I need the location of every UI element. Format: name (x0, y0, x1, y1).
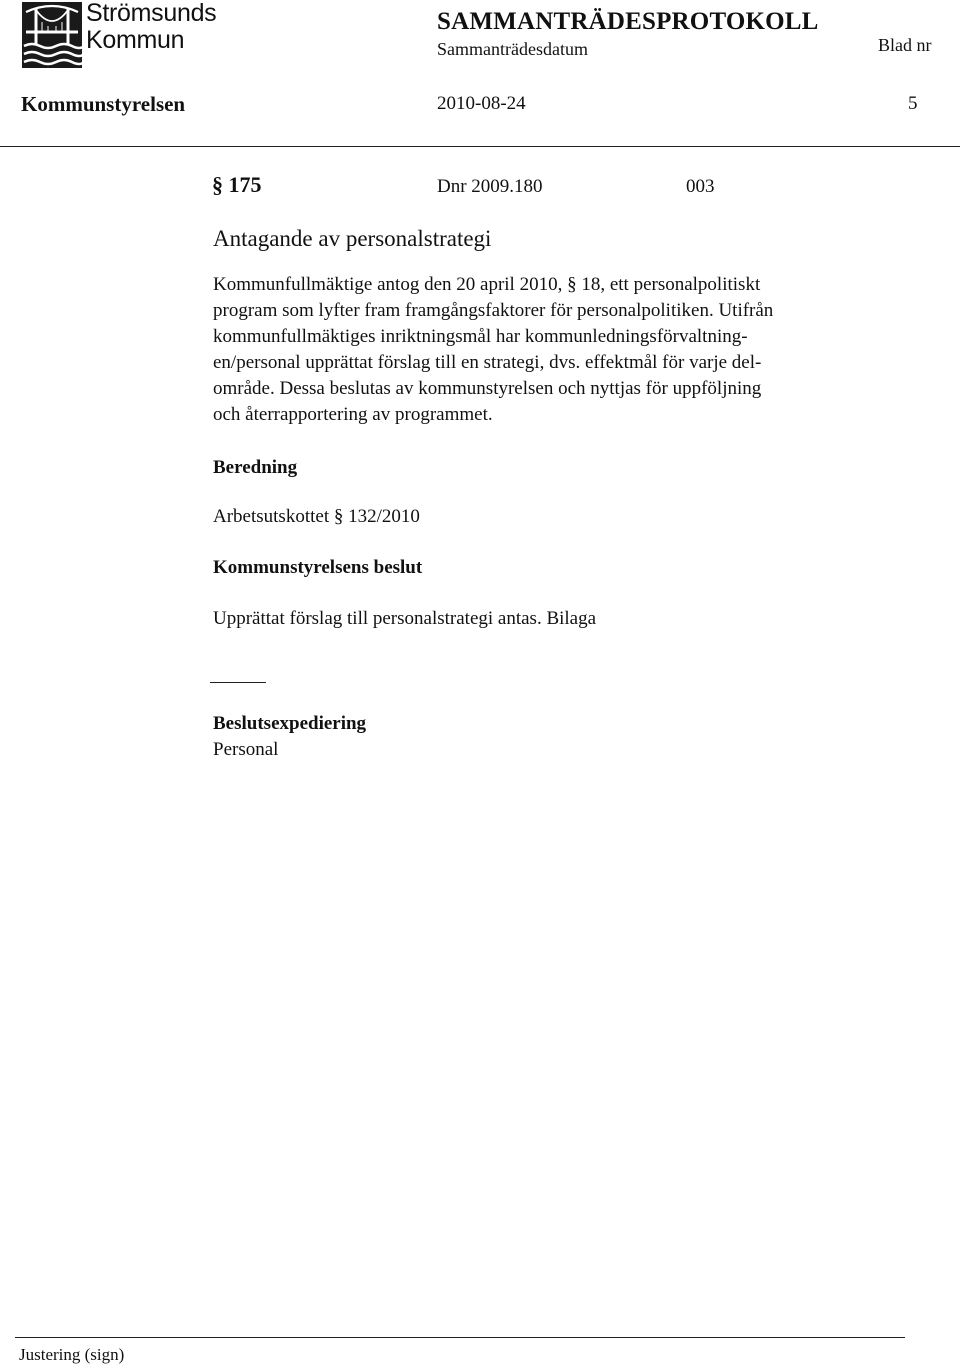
body-line: kommunfullmäktiges inriktningsmål har kommunledningsförvaltning- (213, 326, 748, 347)
date-label: Sammanträdesdatum (437, 39, 588, 59)
page-label: Blad nr (878, 35, 932, 55)
body-line: program som lyfter fram framgångsfaktorer för personalpolitiken. Utifrån (213, 300, 774, 321)
case-title: Antagande av personalstrategi (213, 226, 492, 251)
case-body (213, 272, 933, 428)
footer-divider (15, 1337, 905, 1338)
diary-number: Dnr 2009.180 (437, 176, 543, 197)
section-number: § 175 (212, 172, 262, 197)
body-line: och återrapportering av programmet. (213, 404, 493, 425)
organ-name: Kommunstyrelsen (21, 92, 186, 116)
logo-line-1: Strömsunds (86, 0, 217, 27)
beredning-text: Arbetsutskottet § 132/2010 (213, 506, 420, 527)
header-divider (0, 146, 960, 147)
document-type: SAMMANTRÄDESPROTOKOLL (437, 8, 819, 35)
page-number: 5 (908, 93, 918, 114)
body-line: område. Dessa beslutas av kommunstyrelsen och nyttjas för uppföljning (213, 378, 762, 399)
bridge-emblem-icon (22, 2, 82, 68)
body-line: Kommunfullmäktige antog den 20 april 2010, § 18, ett personalpolitiskt (213, 274, 761, 295)
diary-code: 003 (686, 176, 715, 197)
logo-line-2: Kommun (86, 26, 185, 54)
logo-wordmark (86, 0, 216, 54)
dispatch-heading: Beslutsexpediering (213, 713, 367, 734)
meeting-date: 2010-08-24 (437, 93, 526, 114)
separator-line (210, 682, 266, 683)
body-line: en/personal upprättat förslag till en strategi, dvs. effektmål för varje del- (213, 352, 762, 373)
signature-label: Justering (sign) (19, 1345, 125, 1364)
decision-text: Upprättat förslag till personalstrategi antas. Bilaga (213, 608, 597, 629)
decision-heading: Kommunstyrelsens beslut (213, 557, 423, 578)
beredning-heading: Beredning (213, 457, 298, 478)
dispatch-text: Personal (213, 739, 279, 760)
